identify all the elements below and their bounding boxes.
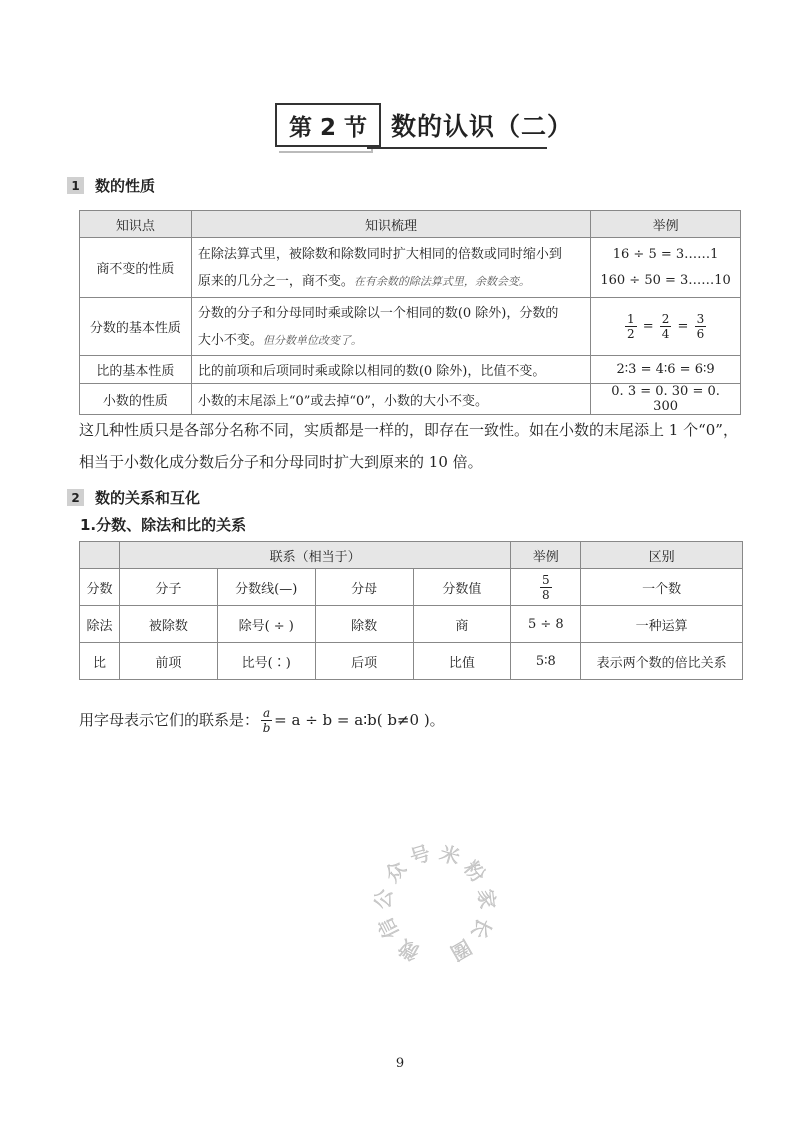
section-2-title: 数的关系和互化	[95, 489, 201, 507]
cell: 分数值	[413, 569, 511, 606]
row-point: 分数的基本性质	[80, 298, 192, 356]
page-number: 9	[395, 1056, 405, 1071]
formula-rest: = a ÷ b = a∶b( b≠0 )。	[274, 711, 445, 729]
table-row	[80, 238, 741, 298]
section-1-heading	[67, 175, 155, 196]
cell: 后项	[315, 643, 413, 680]
content-line	[198, 268, 584, 295]
row-content: 比的前项和后项同时乘或除以相同的数(0 除外)，比值不变。	[191, 356, 590, 384]
row-example	[591, 298, 741, 356]
header-empty	[80, 542, 120, 569]
relations-table	[79, 541, 743, 680]
stamp-char: 众	[379, 856, 411, 887]
section-1-title: 数的性质	[95, 177, 156, 195]
section-2-heading	[67, 487, 200, 508]
row-difference: 表示两个数的倍比关系	[581, 643, 743, 680]
fraction: $\frac{2}{4}$	[661, 312, 670, 341]
header-example: 举例	[511, 542, 581, 569]
title-underline	[367, 147, 547, 149]
properties-table	[79, 210, 741, 415]
row-example: 5 ÷ 8	[511, 606, 581, 643]
header-point: 知识点	[80, 211, 192, 238]
example-line: 16 ÷ 5 = 3……1	[612, 246, 719, 262]
example-line: 160 ÷ 50 = 3……10	[600, 272, 731, 288]
table-row	[80, 356, 741, 384]
formula-prefix: 用字母表示它们的联系是：	[79, 711, 260, 729]
table-header-row	[80, 542, 743, 569]
cell: 比值	[413, 643, 511, 680]
header-content: 知识梳理	[191, 211, 590, 238]
subsection-title: 1.分数、除法和比的关系	[80, 516, 247, 534]
row-example	[511, 569, 581, 606]
stamp-char: 公	[370, 887, 397, 911]
section-number: 1	[67, 177, 84, 194]
row-difference: 一个数	[581, 569, 743, 606]
stamp-char: 微	[394, 934, 424, 966]
table-row	[80, 643, 743, 680]
content-line: 分数的分子和分母同时乘或除以一个相同的数(0 除外)，分数的	[197, 305, 559, 321]
row-content: 小数的末尾添上“0”或去掉“0”，小数的大小不变。	[191, 384, 590, 415]
cell: 前项	[119, 643, 217, 680]
cell: 除数	[315, 606, 413, 643]
section-label: 第 2 节	[275, 103, 379, 147]
table-row	[80, 606, 743, 643]
formula-line	[79, 704, 749, 736]
section-title: 数的认识（二）	[391, 112, 574, 141]
table-header-row	[80, 211, 741, 238]
row-example: 5∶8	[511, 643, 581, 680]
content-line	[198, 327, 584, 354]
cell: 比号(∶)	[217, 643, 315, 680]
fraction: $\frac{5}{8}$	[541, 572, 550, 602]
row-name: 分数	[80, 569, 120, 606]
row-example: 2∶3 = 4∶6 = 6∶9	[591, 356, 741, 384]
stamp-char: 圈	[446, 934, 476, 966]
content-text: 大小不变。	[197, 332, 263, 348]
row-difference: 一种运算	[581, 606, 743, 643]
content-line: 在除法算式里，被除数和除数同时扩大相同的倍数或同时缩小到	[197, 246, 562, 262]
handwritten-note: 但分数单位改变了。	[262, 333, 362, 347]
table-row	[80, 298, 741, 356]
equals-sign: =	[677, 319, 689, 334]
cell: 商	[413, 606, 511, 643]
row-name: 比	[80, 643, 120, 680]
explanation-paragraph: 这几种性质只是各部分名称不同，实质都是一样的，即存在一致性。如在小数的末尾添上 1 个“0”，相当于小数化成分数后分子和分母同时扩大到原来的 10 倍。	[79, 421, 738, 471]
cell: 被除数	[119, 606, 217, 643]
fraction: $\frac{1}{2}$	[626, 312, 635, 341]
table-row	[80, 569, 743, 606]
fraction: $\frac{3}{6}$	[696, 312, 705, 341]
cell: 分数线(—)	[217, 569, 315, 606]
stamp-char: 米	[436, 840, 463, 870]
stamp-char: 信	[373, 913, 404, 943]
handwritten-note: 在有余数的除法算式里，余数会变。	[353, 274, 530, 288]
stamp-char: 粉	[459, 856, 491, 887]
watermark-stamp	[365, 835, 505, 975]
row-example	[591, 238, 741, 298]
section-number: 2	[67, 489, 84, 506]
stamp-char: 长	[466, 913, 497, 943]
header-difference: 区别	[581, 542, 743, 569]
row-name: 除法	[80, 606, 120, 643]
row-content	[191, 238, 590, 298]
header-relation: 联系（相当于）	[119, 542, 510, 569]
equals-sign: =	[642, 319, 654, 334]
chapter-title	[275, 103, 587, 147]
content-text: 原来的几分之一，商不变。	[197, 273, 354, 289]
cell: 除号( ÷ )	[217, 606, 315, 643]
row-point: 小数的性质	[80, 384, 192, 415]
row-point: 比的基本性质	[80, 356, 192, 384]
stamp-char: 号	[407, 840, 434, 870]
row-example: 0. 3 = 0. 30 = 0. 300	[591, 384, 741, 415]
cell: 分母	[315, 569, 413, 606]
table-row	[80, 384, 741, 415]
header-example: 举例	[591, 211, 741, 238]
fraction: $\frac{a}{b}$	[262, 705, 271, 735]
row-content	[191, 298, 590, 356]
cell: 分子	[119, 569, 217, 606]
row-point: 商不变的性质	[80, 238, 192, 298]
stamp-char: 家	[473, 887, 500, 911]
